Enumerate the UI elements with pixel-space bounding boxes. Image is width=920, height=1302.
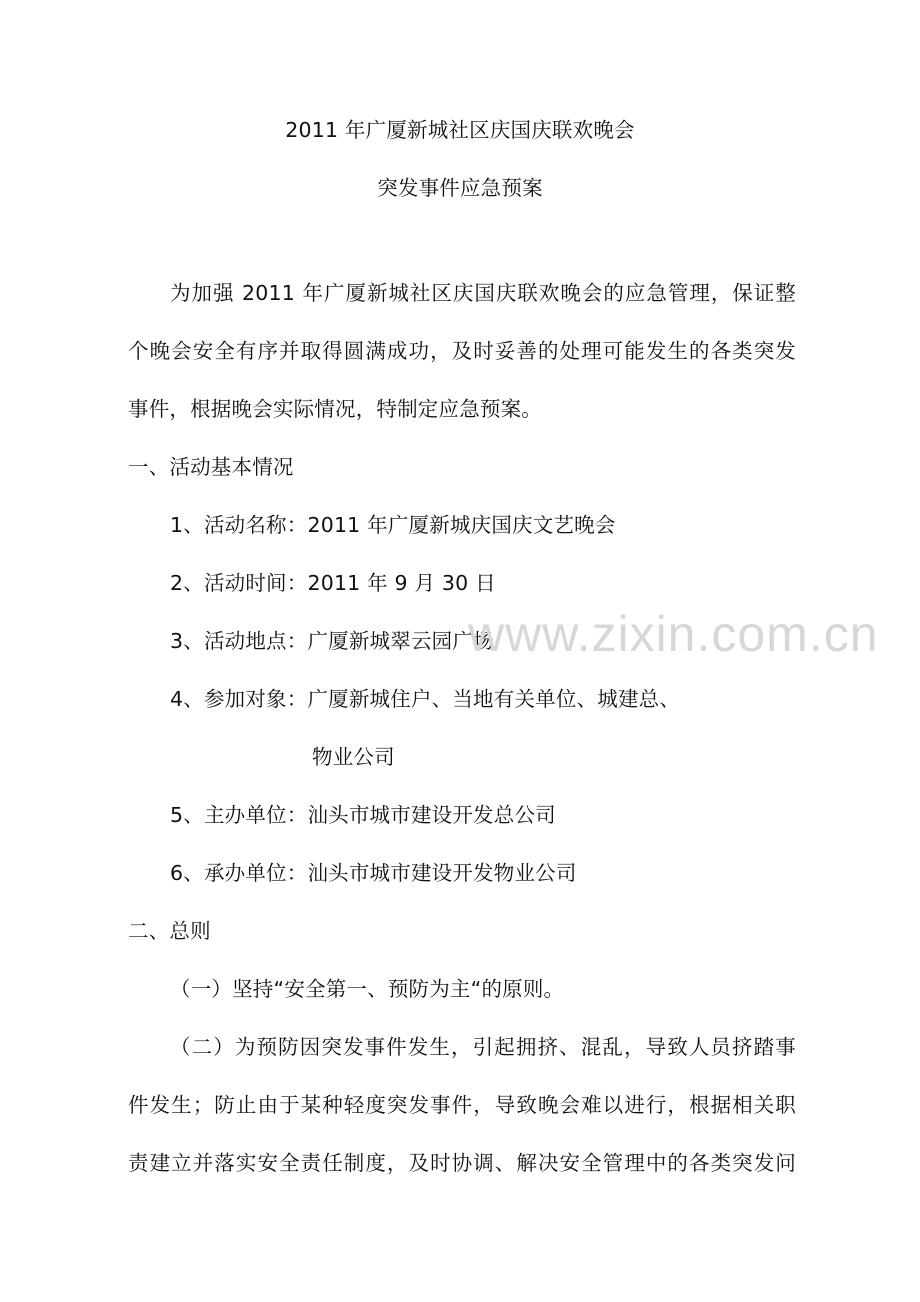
document-subtitle: 突发事件应急预案 xyxy=(377,176,543,200)
info-item-label: 2、活动时间： xyxy=(170,571,308,595)
info-item-label: 6、承办单位： xyxy=(170,861,308,885)
info-item-label: 1、活动名称： xyxy=(170,513,308,537)
principle-paragraph-2-line-2: 件发生；防止由于某种轻度突发事件，导致晚会难以进行，根据相关职 xyxy=(128,1093,796,1117)
principle-paragraph-2-line-1: （二）为预防因突发事件发生，引起拥挤、混乱，导致人员挤踏事 xyxy=(170,1035,796,1059)
info-item-value: 汕头市城市建设开发物业公司 xyxy=(307,861,577,885)
section-1-heading: 一、活动基本情况 xyxy=(128,455,294,479)
info-item-value: 2011 年广厦新城庆国庆文艺晚会 xyxy=(307,513,616,537)
info-item-4-continuation: 物业公司 xyxy=(312,745,395,769)
info-item-5 xyxy=(170,800,556,830)
intro-line-1: 为加强 2011 年广厦新城社区庆国庆联欢晚会的应急管理，保证整 xyxy=(170,281,796,305)
info-item-2 xyxy=(170,568,496,598)
info-item-6 xyxy=(170,858,577,888)
document-title: 2011 年广厦新城社区庆国庆联欢晚会 xyxy=(285,118,635,142)
info-item-value: 汕头市城市建设开发总公司 xyxy=(307,803,556,827)
info-item-label: 3、活动地点： xyxy=(170,629,308,653)
principle-paragraph-1: （一）坚持“安全第一、预防为主“的原则。 xyxy=(170,977,565,1001)
section-2-heading: 二、总则 xyxy=(128,919,211,943)
info-item-value: 广厦新城住户、当地有关单位、城建总、 xyxy=(307,687,681,711)
info-item-4 xyxy=(170,684,680,714)
info-item-label: 5、主办单位： xyxy=(170,803,308,827)
info-item-3 xyxy=(170,626,494,656)
info-item-value: 2011 年 9 月 30 日 xyxy=(307,571,496,595)
info-item-1 xyxy=(170,510,616,540)
watermark: www.zixin.com.cn xyxy=(468,606,879,662)
info-item-label: 4、参加对象： xyxy=(170,687,308,711)
intro-line-2: 个晚会安全有序并取得圆满成功，及时妥善的处理可能发生的各类突发 xyxy=(128,339,796,363)
intro-line-3: 事件，根据晚会实际情况，特制定应急预案。 xyxy=(128,397,542,421)
principle-paragraph-2-line-3: 责建立并落实安全责任制度，及时协调、解决安全管理中的各类突发问 xyxy=(128,1151,796,1175)
info-item-value: 广厦新城翠云园广场 xyxy=(307,629,494,653)
